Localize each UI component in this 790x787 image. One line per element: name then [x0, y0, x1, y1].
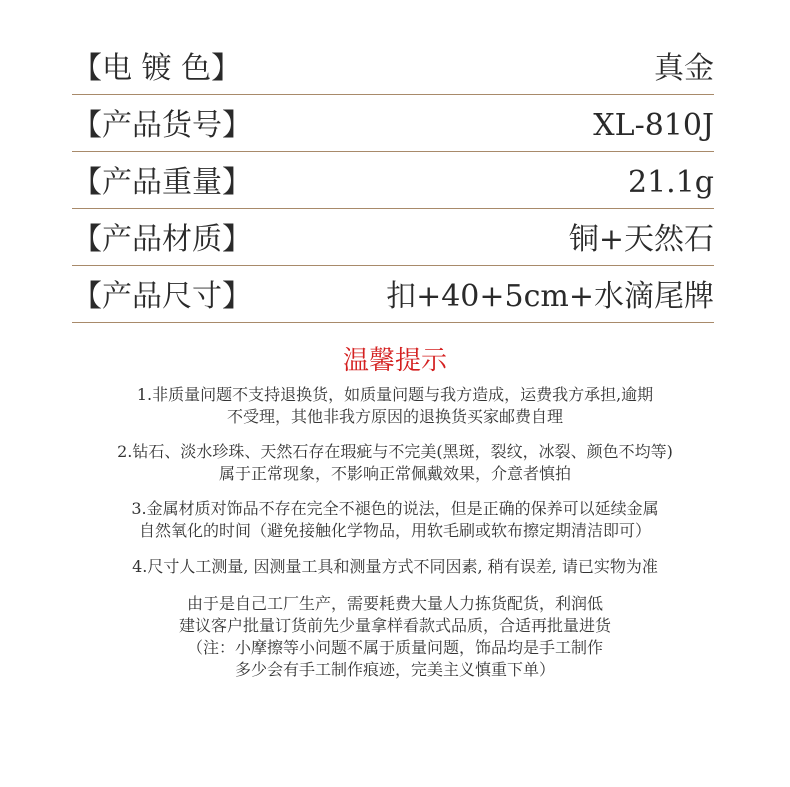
spec-value: XL-810J	[593, 108, 714, 143]
spec-label: 【电 镀 色】	[72, 51, 242, 86]
spec-label: 【产品尺寸】	[72, 279, 252, 314]
tip-line: 自然氧化的时间（避免接触化学物品，用软毛刷或软布擦定期清洁即可）	[138, 521, 651, 540]
spec-label: 【产品材质】	[72, 222, 252, 257]
tip-line: 由于是自己工厂生产，需要耗费大量人力拣货配货，利润低	[186, 594, 603, 613]
tip-line: 4.尺寸人工测量, 因测量工具和测量方式不同因素, 稍有误差, 请已实物为准	[132, 557, 658, 576]
tip-line: 不受理，其他非我方原因的退换货买家邮费自理	[226, 407, 563, 426]
tip-line: 属于正常现象，不影响正常佩戴效果，介意者慎拍	[218, 464, 571, 483]
spec-label: 【产品货号】	[72, 108, 252, 143]
tip-item-3	[0, 498, 790, 542]
spec-row-plating-color	[72, 38, 714, 95]
spec-row-product-code	[72, 95, 714, 152]
spec-row-product-size	[72, 266, 714, 323]
spec-table	[72, 38, 714, 323]
tip-line: （注：小摩擦等小问题不属于质量问题，饰品均是手工制作	[186, 638, 603, 657]
spec-value: 21.1g	[627, 165, 714, 200]
tip-line: 3.金属材质对饰品不存在完全不褪色的说法，但是正确的保养可以延续金属	[131, 499, 659, 518]
tip-item-4	[0, 556, 790, 578]
tip-item-1	[0, 384, 790, 428]
tip-line: 多少会有手工制作痕迹，完美主义慎重下单）	[234, 660, 555, 679]
tip-line: 1.非质量问题不支持退换货，如质量问题与我方造成，运费我方承担,逾期	[136, 385, 654, 404]
tip-line: 2.钻石、淡水珍珠、天然石存在瑕疵与不完美(黑斑，裂纹，冰裂、颜色不均等)	[117, 442, 673, 461]
spec-row-product-weight	[72, 152, 714, 209]
spec-row-product-material	[72, 209, 714, 266]
spec-value: 真金	[654, 51, 714, 86]
spec-label: 【产品重量】	[72, 165, 252, 200]
tip-line: 建议客户批量订货前先少量拿样看款式品质，合适再批量进货	[178, 616, 611, 635]
tip-note	[0, 593, 790, 681]
spec-value: 扣+40+5cm+水滴尾牌	[386, 279, 714, 314]
tips-title: 温馨提示	[342, 346, 447, 376]
spec-value: 铜+天然石	[568, 222, 714, 257]
tip-item-2	[0, 441, 790, 485]
